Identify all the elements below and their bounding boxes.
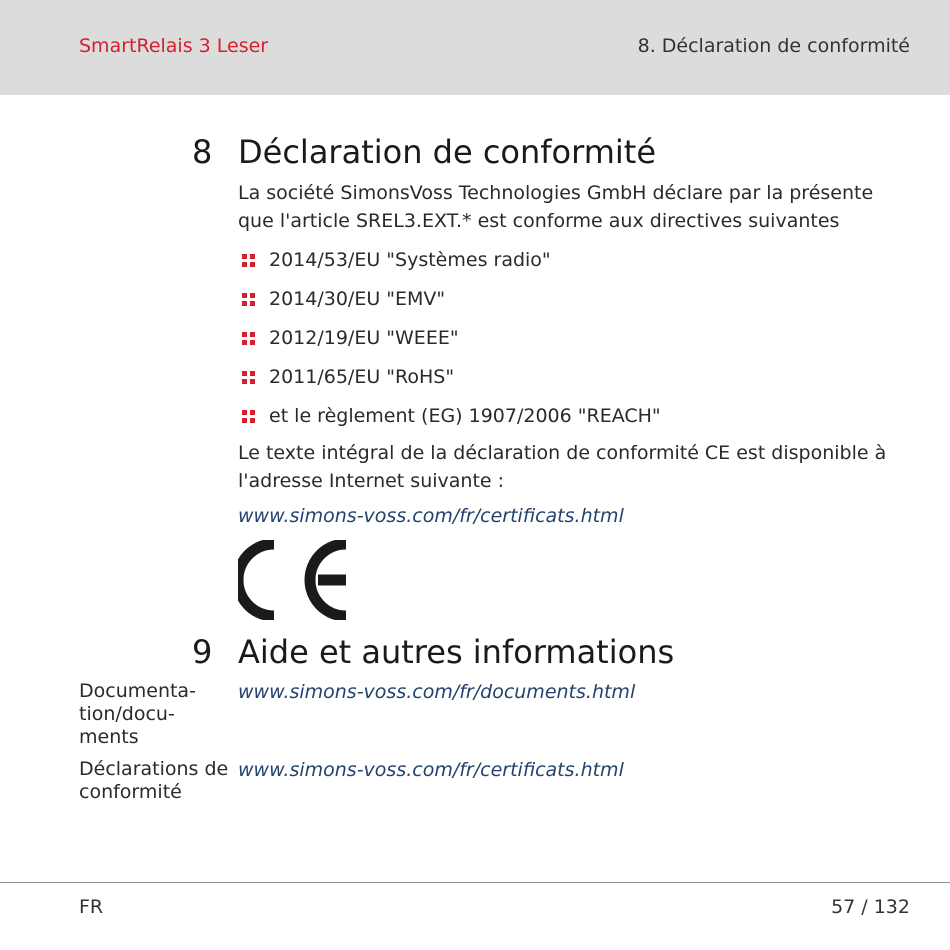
documentation-label: Documenta-tion/docu-ments [79, 680, 196, 748]
bullet-squares-icon [242, 410, 255, 423]
declarations-link[interactable]: www.simons-voss.com/fr/certificats.html [238, 759, 624, 781]
directive-text: 2012/19/EU "WEEE" [269, 327, 459, 349]
section-8-intro: La société SimonsVoss Technologies GmbH déclare par la présente que l'article SREL3.EXT.* est conforme aux directives suivantes [238, 182, 874, 232]
product-name: SmartRelais 3 Leser [79, 35, 269, 57]
language-code: FR [79, 896, 104, 918]
ce-mark-logo [238, 540, 350, 620]
directive-text: 2011/65/EU "RoHS" [269, 366, 455, 388]
directive-text: 2014/53/EU "Systèmes radio" [269, 249, 551, 271]
directive-item [238, 364, 878, 390]
directive-item [238, 286, 878, 312]
bullet-squares-icon [242, 332, 255, 345]
section-8-number: 8 [192, 133, 213, 171]
declarations-label: Déclarations de conformité [79, 758, 229, 803]
bullet-squares-icon [242, 293, 255, 306]
page-header [0, 0, 950, 95]
directive-item [238, 403, 878, 429]
bullet-squares-icon [242, 371, 255, 384]
chapter-title: 8. Déclaration de conformité [637, 35, 910, 57]
certificates-link[interactable]: www.simons-voss.com/fr/certificats.html [238, 505, 624, 527]
section-8-note: Le texte intégral de la déclaration de conformité CE est disponible à l'adresse Internet suivante : [238, 442, 887, 492]
footer-divider [0, 882, 950, 883]
section-9-number: 9 [192, 633, 213, 671]
directive-text: et le règlement (EG) 1907/2006 "REACH" [269, 405, 661, 427]
directive-text: 2014/30/EU "EMV" [269, 288, 446, 310]
section-8-title: Déclaration de conformité [238, 133, 657, 171]
bullet-squares-icon [242, 254, 255, 267]
directive-item [238, 247, 878, 273]
page-number: 57 / 132 [831, 896, 910, 918]
directive-item [238, 325, 878, 351]
documents-link[interactable]: www.simons-voss.com/fr/documents.html [238, 681, 636, 703]
section-9-title: Aide et autres informations [238, 633, 675, 671]
